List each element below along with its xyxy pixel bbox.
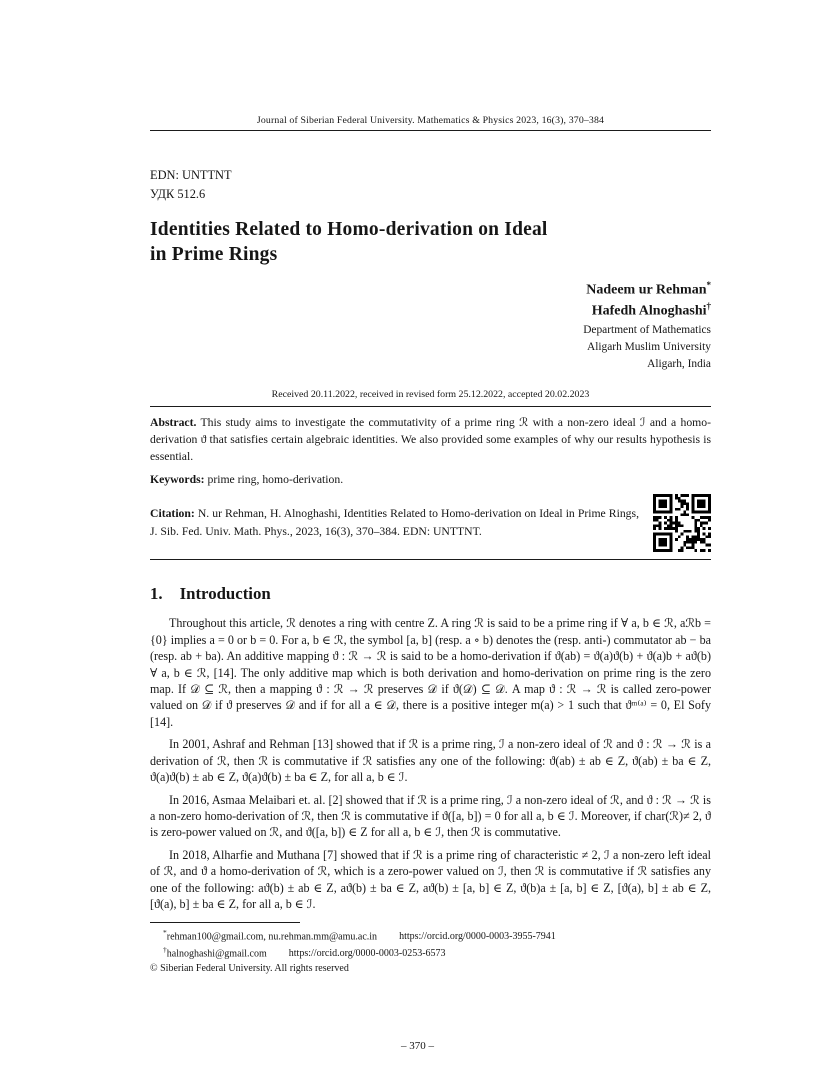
copyright-line: © Siberian Federal University. All rights reserved [150,963,349,975]
keywords-line [150,473,711,486]
citation-label: Citation: [150,507,195,521]
abstract-text: This study aims to investigate the commutativity of a prime ring ℛ with a non-zero ideal ℐ and a homo-derivation ϑ that satisfies certain algebraic identities. We also provided some examples of why our results hypothesis is essential. [150,416,711,464]
page-number: – 370 – [401,1040,434,1052]
content-column [150,0,711,976]
divider-rule [150,559,711,560]
footnote-line [150,944,711,961]
author-name-text: Nadeem ur Rehman [586,282,707,298]
paper-title-line1: Identities Related to Homo-derivation on Ideal [150,219,548,240]
citation-text: N. ur Rehman, H. Alnoghashi, Identities Related to Homo-derivation on Ideal in Prime Rings, J. Sib. Fed. Univ. Math. Phys., 2023, 16(3), 370–384. EDN: UNTTNT. [150,507,639,539]
section-number: 1. [150,584,163,604]
author-name [150,300,711,322]
footnote-emails: halnoghashi@gmail.com [166,948,267,960]
footnote-emails: rehman100@gmail.com, nu.rehman.mm@amu.ac.in [166,931,378,942]
author-block [150,279,711,374]
edn-label: EDN: UNTTNT [150,168,232,182]
affiliation-line: Aligarh, India [647,358,711,371]
section-heading-introduction [150,584,711,604]
abstract-paragraph [150,415,711,466]
footnote-block [150,922,711,977]
intro-paragraph: In 2001, Ashraf and Rehman [13] showed that if ℛ is a prime ring, ℐ a non-zero ideal of ℛ and ϑ : ℛ → ℛ is a derivation of ℛ, then ℛ is commutative if ℛ satisfies any one of the following: ϑ(ab) ± ab ∈ Z, ϑ(ab) ± ba ∈ Z, ϑ(a)ϑ(b) ± ab ∈ Z, ϑ(a)ϑ(b) ± ba ∈ Z, for all a, b ∈ ℐ. [150,737,711,785]
keywords-label: Keywords: [150,473,205,487]
footnote-orcid-link: https://orcid.org/0000-0003-0253-6573 [288,948,446,960]
footnote-marker: † [163,945,167,954]
journal-header: Journal of Siberian Federal University. Mathematics & Physics 2023, 16(3), 370–384 [150,115,711,131]
author-name [150,279,711,301]
citation-row [150,494,711,552]
qr-code [653,494,711,552]
author-footnote-marker: * [706,279,711,290]
intro-paragraph: Throughout this article, ℛ denotes a ring with centre Z. A ring ℛ is said to be a prime ring if ∀ a, b ∈ ℛ, aℛb = {0} implies a = 0 or b = 0. For a, b ∈ ℛ, the symbol [a, b] (resp. a ∘ b) denotes the (resp. anti-) commutator ab − ba (resp. ab + ba). An additive mapping ϑ : ℛ → ℛ is said to be a homo-derivation if ϑ(ab) = ϑ(a)ϑ(b) + ϑ(a)b + aϑ(b) ∀ a, b ∈ ℛ, [14]. The only additive map which is both derivation and homo-derivation on prime ring is the zero map. If 𝒟 ⊆ ℛ, then a mapping ϑ : ℛ → ℛ preserves 𝒟 if ϑ(𝒟) ⊆ 𝒟. A map ϑ : ℛ → ℛ is called zero-power valued on 𝒟 if ϑ preserves 𝒟 and if for all a ∈ 𝒟, there is a positive integer m(a) > 1 such that ϑᵐ⁽ᵃ⁾ = 0, El Sofy [14]. [150,616,711,729]
author-name-text: Hafedh Alnoghashi [591,304,707,319]
affiliation-line: Department of Mathematics [583,324,711,336]
intro-paragraph: In 2016, Asmaa Melaibari et. al. [2] showed that if ℛ is a prime ring, ℐ a non-zero ideal of ℛ, and ϑ : ℛ → ℛ is a non-zero homo-derivation of ℛ, then ℛ is commutative if ϑ([a, b]) = 0 for all a, b ∈ ℐ. Moreover, if char(ℛ)≠ 2, ϑ is zero-power valued on ℛ, and ϑ([a, b]) ∈ Z for all a, b ∈ ℐ, then ℛ is commutative. [150,792,711,840]
keywords-text: prime ring, homo-derivation. [207,473,344,487]
citation-paragraph [150,505,639,541]
footnote-orcid-link: https://orcid.org/0000-0003-3955-7941 [399,931,556,942]
footnote-line [150,927,711,944]
received-line: Received 20.11.2022, received in revised form 25.12.2022, accepted 20.02.2023 [150,389,711,407]
author-footnote-marker: † [706,301,711,312]
paper-title [150,217,711,268]
intro-paragraph: In 2018, Alharfie and Muthana [7] showed that if ℛ is a prime ring of characteristic ≠ 2, ℐ a non-zero left ideal of ℛ, and ϑ a homo-derivation of ℛ, which is a zero-power valued on ℐ, then ℛ is commutative if ℛ satisfies any one of the following: aϑ(b) ± ab ∈ Z, aϑ(b) ± ba ∈ Z, aϑ(b) ± [a, b] ∈ Z, ϑ(b)a ± [a, b] ∈ Z, [ϑ(a), b] ± ab ∈ Z, [ϑ(a), b] ± ba ∈ Z, for all a, b ∈ ℐ. [150,847,711,912]
section-title: Introduction [179,584,271,604]
footnote-rule [150,922,300,923]
abstract-label: Abstract. [150,416,197,430]
footnote-marker: * [163,927,167,937]
udk-label: УДК 512.6 [150,187,206,201]
paper-title-line2: in Prime Rings [150,244,278,266]
affiliation-line: Aligarh Muslim University [586,341,711,354]
